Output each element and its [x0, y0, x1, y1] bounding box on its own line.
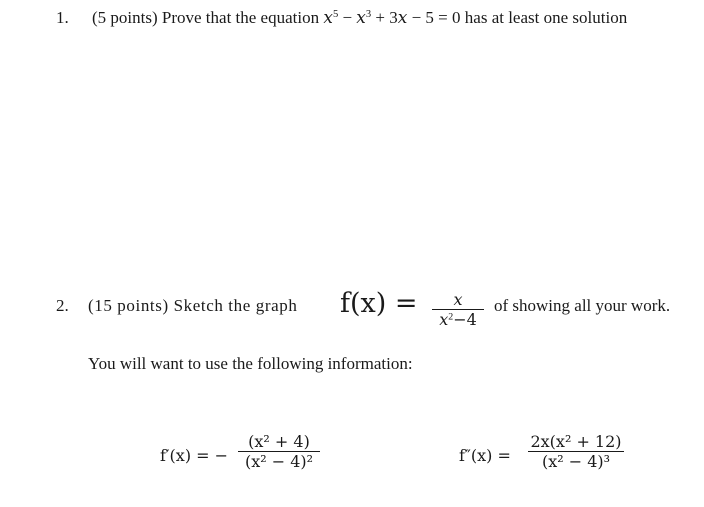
question-1-equation: $x^5 - x^3 + 3x - 5 = 0$	[323, 8, 461, 28]
second-derivative-denominator: (x² − 4)³	[541, 452, 611, 471]
question-1-number: 1.	[56, 8, 69, 27]
first-derivative-denominator: (x² − 4)²	[244, 452, 314, 471]
second-derivative-lhs: f″(x) =	[459, 446, 511, 465]
question-1-prompt: (5 points) Prove that the equation	[92, 8, 320, 27]
function-denominator: $x^2-4$	[439, 310, 477, 329]
first-derivative-fraction	[238, 432, 320, 471]
second-derivative-fraction	[528, 432, 624, 471]
question-2-prompt: (15 points) Sketch the graph	[88, 296, 298, 315]
function-lhs: f(x) =	[340, 288, 418, 319]
function-numerator: x	[453, 290, 463, 309]
second-derivative-numerator: 2x(x² + 12)	[530, 432, 622, 451]
question-2-number: 2.	[56, 296, 69, 315]
question-1-text-end: has at least one solution	[464, 8, 628, 27]
question-2-text-end: of showing all your work.	[494, 296, 671, 315]
first-derivative-numerator: (x² + 4)	[248, 432, 310, 451]
question-2-intro: You will want to use the following information:	[88, 354, 413, 373]
question-1-text	[92, 8, 627, 28]
first-derivative-lhs: f′(x) = −	[160, 446, 229, 465]
function-fraction	[432, 290, 484, 330]
